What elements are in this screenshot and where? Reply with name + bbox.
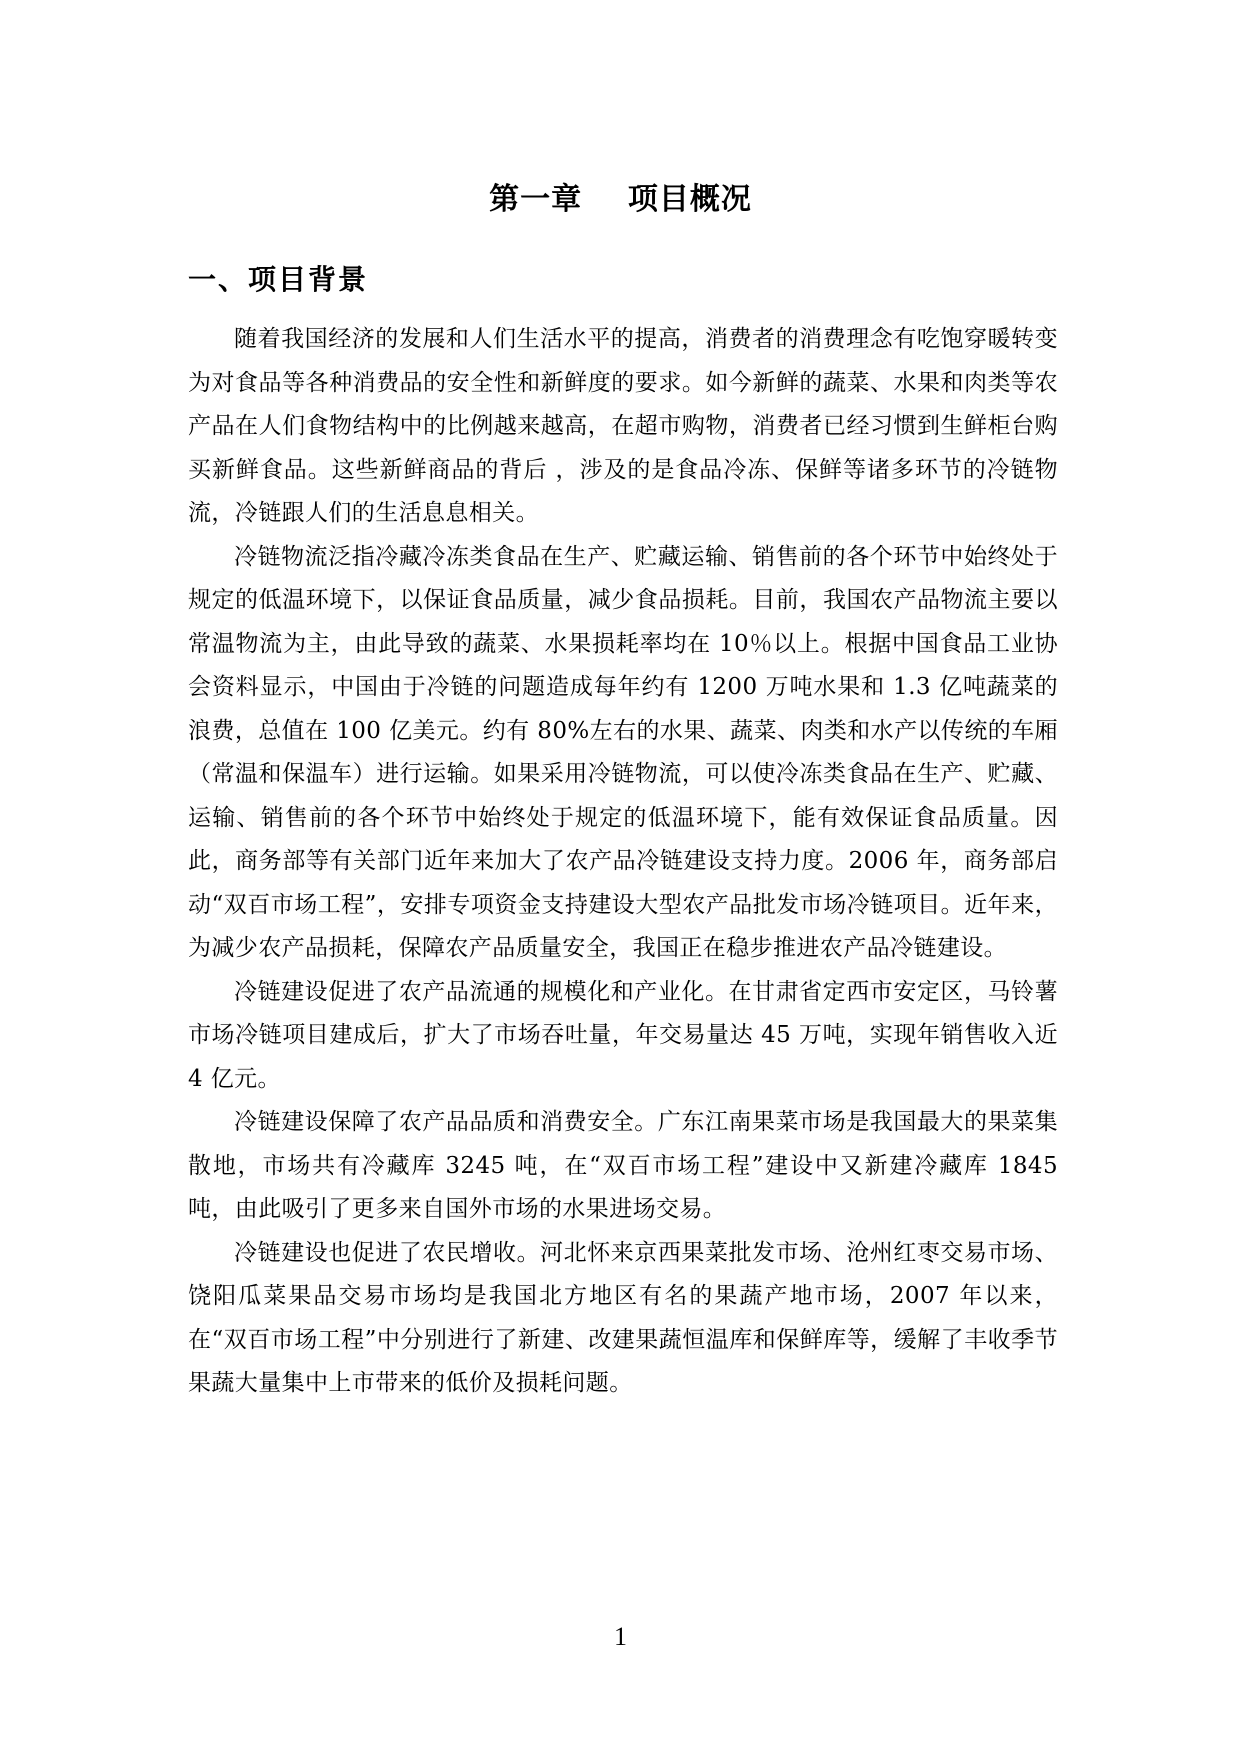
paragraph-quality-safety: 冷链建设保障了农产品品质和消费安全。广东江南果菜市场是我国最大的果菜集散地，市场共有冷藏库 3245 吨，在“双百市场工程”建设中又新建冷藏库 1845 吨，由此吸引了更多来自国外市场的水果进场交易。 [188, 1109, 1058, 1222]
page-number: 1 [614, 1622, 627, 1651]
section-heading: 一、项目背景 [188, 263, 369, 296]
paragraph-consumer-trends: 随着我国经济的发展和人们生活水平的提高，消费者的消费理念有吃饱穿暖转变为对食品等各种消费品的安全性和新鲜度的要求。如今新鲜的蔬菜、水果和肉类等农产品在人们食物结构中的比例越来越高，在超市购物，消费者已经习惯到生鲜柜台购买新鲜食品。这些新鲜商品的背后 ，涉及的是食品冷冻、保鲜等诸多环节的冷链物流，冷链跟人们的生活息息相关。 [188, 326, 1058, 526]
paragraph-scale-industrialization: 冷链建设促进了农产品流通的规模化和产业化。在甘肃省定西市安定区，马铃薯市场冷链项目建成后，扩大了市场吞吐量，年交易量达 45 万吨，实现年销售收入近 4 亿元。 [188, 978, 1058, 1092]
chapter-title: 第一章 项目概况 [489, 182, 752, 217]
body-text [188, 318, 1058, 1406]
paragraph-cold-chain-definition: 冷链物流泛指冷藏冷冻类食品在生产、贮藏运输、销售前的各个环节中始终处于规定的低温环境下，以保证食品质量，减少食品损耗。目前，我国农产品物流主要以常温物流为主，由此导致的蔬菜、水果损耗率均在 10％以上。根据中国食品工业协会资料显示，中国由于冷链的问题造成每年约有 1200 万吨水果和 1.3 亿吨蔬菜的浪费，总值在 100 亿美元。约有 80%左右的水果、蔬菜、肉类和水产以传统的车厢（常温和保温车）进行运输。如果采用冷链物流，可以使冷冻类食品在生产、贮藏、运输、销售前的各个环节中始终处于规定的低温环境下，能有效保证食品质量。因此，商务部等有关部门近年来加大了农产品冷链建设支持力度。2006 年，商务部启动“双百市场工程”，安排专项资金支持建设大型农产品批发市场冷链项目。近年来，为减少农产品损耗，保障农产品质量安全，我国正在稳步推进农产品冷链建设。 [188, 543, 1058, 961]
paragraph-farmer-income: 冷链建设也促进了农民增收。河北怀来京西果菜批发市场、沧州红枣交易市场、饶阳瓜菜果品交易市场均是我国北方地区有名的果蔬产地市场，2007 年以来，在“双百市场工程”中分别进行了新建、改建果蔬恒温库和保鲜库等，缓解了丰收季节果蔬大量集中上市带来的低价及损耗问题。 [188, 1239, 1058, 1396]
